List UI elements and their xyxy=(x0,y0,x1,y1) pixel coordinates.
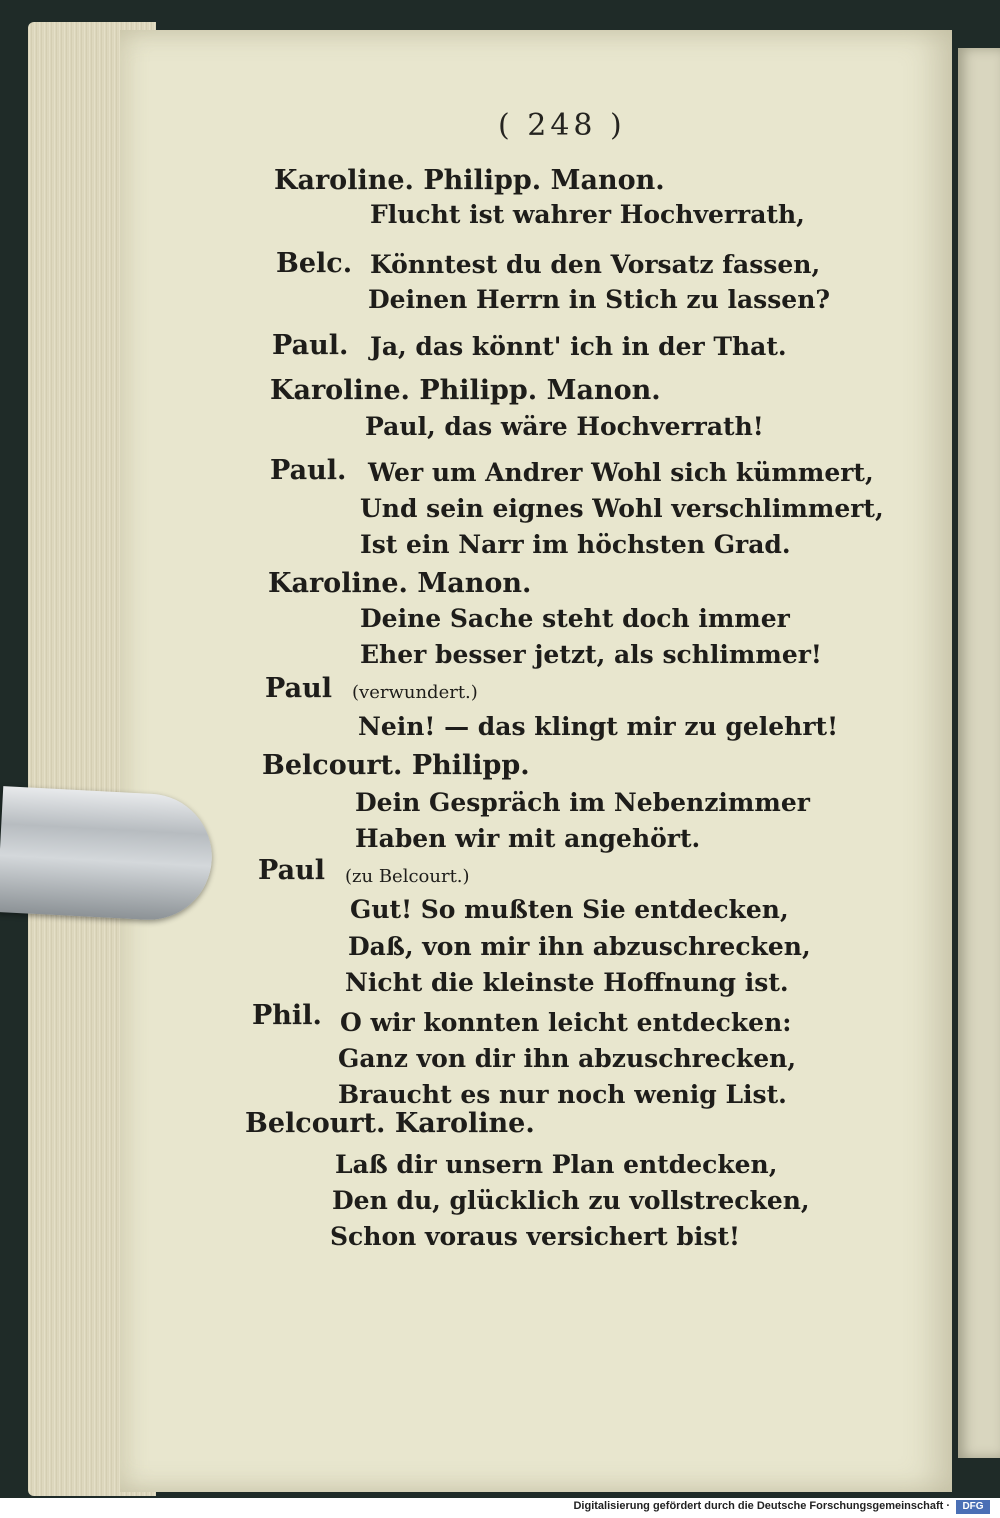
verse-line: Ja, das könnt' ich in der That. xyxy=(370,332,787,361)
verse-line: Ganz von dir ihn abzuschrecken, xyxy=(338,1044,797,1073)
verse-line: Flucht ist wahrer Hochverrath, xyxy=(370,200,805,229)
footer-bar xyxy=(0,1498,1000,1518)
speaker-line: Belcourt. Philipp. xyxy=(262,750,530,781)
verse-line: Ist ein Narr im höchsten Grad. xyxy=(360,530,791,559)
speaker-line: Paul. xyxy=(272,330,349,361)
speaker-line: Paul xyxy=(258,855,325,886)
verse-line: Daß, von mir ihn abzuschrecken, xyxy=(348,932,811,961)
verse-line: Gut! So mußten Sie entdecken, xyxy=(350,895,789,924)
verse-line: Paul, das wäre Hochverrath! xyxy=(365,412,764,441)
speaker-line: Paul. xyxy=(270,455,347,486)
footer-credit: Digitalisierung gefördert durch die Deutsche Forschungsgemeinschaft · xyxy=(573,1500,950,1512)
speaker-line: Phil. xyxy=(252,1000,322,1031)
verse-line: Braucht es nur noch wenig List. xyxy=(338,1080,787,1109)
verse-line: Und sein eignes Wohl verschlimmert, xyxy=(360,494,884,523)
speaker-line: Belcourt. Karoline. xyxy=(245,1108,535,1139)
verse-line: Wer um Andrer Wohl sich kümmert, xyxy=(368,458,874,487)
stage-direction: (verwundert.) xyxy=(352,682,478,703)
verse-line: Schon voraus versichert bist! xyxy=(330,1222,741,1251)
speaker-line: Karoline. Philipp. Manon. xyxy=(274,165,665,196)
verse-line: Dein Gespräch im Nebenzimmer xyxy=(355,788,810,817)
speaker-line: Belc. xyxy=(276,248,353,279)
verse-line: Haben wir mit angehört. xyxy=(355,824,701,853)
page-holder-clip xyxy=(0,786,215,923)
verse-line: O wir konnten leicht entdecken: xyxy=(340,1008,792,1037)
verse-line: Eher besser jetzt, als schlimmer! xyxy=(360,640,822,669)
verse-line: Könntest du den Vorsatz fassen, xyxy=(370,250,821,279)
verse-line: Nein! — das klingt mir zu gelehrt! xyxy=(358,712,839,741)
adjacent-page-strip xyxy=(958,48,1000,1458)
speaker-line: Paul xyxy=(265,673,332,704)
speaker-line: Karoline. Philipp. Manon. xyxy=(270,375,661,406)
verse-line: Nicht die kleinste Hoffnung ist. xyxy=(345,968,789,997)
page-number: ( 248 ) xyxy=(498,108,626,143)
verse-line: Deine Sache steht doch immer xyxy=(360,604,790,633)
verse-line: Laß dir unsern Plan entdecken, xyxy=(335,1150,778,1179)
speaker-line: Karoline. Manon. xyxy=(268,568,532,599)
verse-line: Den du, glücklich zu vollstrecken, xyxy=(332,1186,810,1215)
verse-line: Deinen Herrn in Stich zu lassen? xyxy=(368,285,831,314)
dfg-logo: DFG xyxy=(956,1500,990,1514)
stage-direction: (zu Belcourt.) xyxy=(345,866,470,887)
